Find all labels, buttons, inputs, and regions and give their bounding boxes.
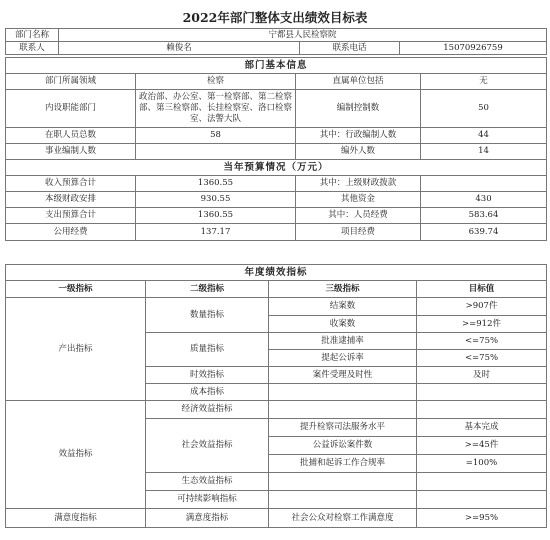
sustain-l3: [269, 491, 417, 509]
field-value: 检察: [136, 74, 296, 90]
table-row: [6, 298, 547, 316]
cost-l3: [269, 384, 417, 401]
income-row: [6, 176, 547, 192]
career-value: [136, 144, 296, 160]
phone-value: 15070926759: [400, 42, 547, 55]
local-label: 本级财政安排: [6, 192, 136, 208]
internal-label: 内设职能部门: [6, 90, 136, 128]
performance-table: [5, 264, 547, 528]
superior-label: 其中：上级财政拨款: [296, 176, 421, 192]
internal-row: [6, 90, 547, 128]
public-label: 公用经费: [6, 224, 136, 241]
public-value: 137.17: [136, 224, 296, 241]
personnel-label: 其中：人员经费: [296, 208, 421, 224]
public-sat-target: >=95%: [417, 509, 547, 528]
timeliness-indicator: 时效指标: [146, 367, 269, 384]
approve-target: =100%: [417, 455, 547, 473]
expense-row: [6, 208, 547, 224]
economic-indicator: 经济效益指标: [146, 401, 269, 419]
quota-value: 50: [421, 90, 547, 128]
output-indicator: 产出指标: [6, 298, 146, 401]
dept-name-row: [6, 29, 547, 42]
sustain-indicator: 可持续影响指标: [146, 491, 269, 509]
social-indicator: 社会效益指标: [146, 419, 269, 473]
settled-indicator: 结案数: [269, 298, 417, 316]
table-row: [6, 509, 547, 528]
approve-indicator: 批捕和起诉工作合规率: [269, 455, 417, 473]
basic-budget-table: [5, 57, 547, 241]
judicial-indicator: 提升检察司法服务水平: [269, 419, 417, 437]
expense-label: 支出预算合计: [6, 208, 136, 224]
satisfaction-l2: 满意度指标: [146, 509, 269, 528]
phone-label: 联系电话: [300, 42, 400, 55]
contact-row: [6, 42, 547, 55]
basic-info-section: 部门基本信息: [6, 58, 547, 74]
contact-label: 联系人: [6, 42, 59, 55]
level1-header: 一级指标: [6, 281, 146, 298]
quota-label: 编制控制数: [296, 90, 421, 128]
benefit-indicator: 效益指标: [6, 401, 146, 509]
basic-info-band: [6, 58, 547, 74]
personnel-value: 583.64: [421, 208, 547, 224]
timely-indicator: 案件受理及时性: [269, 367, 417, 384]
arrest-indicator: 批准逮捕率: [269, 333, 417, 350]
page-title: 2022年部门整体支出绩效目标表: [182, 10, 368, 25]
perf-section: 年度绩效指标: [6, 265, 547, 281]
other-label: 其他资金: [296, 192, 421, 208]
income-value: 1360.55: [136, 176, 296, 192]
staff-label: 在职人员总数: [6, 128, 136, 144]
level2-header: 二级指标: [146, 281, 269, 298]
contact-value: 赖俊名: [59, 42, 300, 55]
sustain-target: [417, 491, 547, 509]
cost-target: [417, 384, 547, 401]
quality-indicator: 质量指标: [146, 333, 269, 367]
extra-label: 编外人数: [296, 144, 421, 160]
quantity-indicator: 数量指标: [146, 298, 269, 333]
received-target: >=912件: [417, 316, 547, 333]
expense-value: 1360.55: [136, 208, 296, 224]
field-label: 部门所属领域: [6, 74, 136, 90]
target-header: 目标值: [417, 281, 547, 298]
internal-value: 政治部、办公室、第一检察部、第二检察部、第三检察部、长挂检察室、洛口检察室、法警大队: [136, 90, 296, 128]
timely-target: 及时: [417, 367, 547, 384]
economic-target: [417, 401, 547, 419]
other-value: 430: [421, 192, 547, 208]
level3-header: 三级指标: [269, 281, 417, 298]
table-row: [6, 401, 547, 419]
budget-section: 当年预算情况（万元）: [6, 160, 547, 176]
staff-row: [6, 128, 547, 144]
project-label: 项目经费: [296, 224, 421, 241]
dept-name-value: 宁都县人民检察院: [59, 29, 547, 42]
settled-target: >907件: [417, 298, 547, 316]
project-value: 639.74: [421, 224, 547, 241]
career-row: [6, 144, 547, 160]
local-value: 930.55: [136, 192, 296, 208]
header-table: [5, 28, 547, 55]
local-row: [6, 192, 547, 208]
staff-value: 58: [136, 128, 296, 144]
income-label: 收入预算合计: [6, 176, 136, 192]
satisfaction-indicator: 满意度指标: [6, 509, 146, 528]
received-indicator: 收案数: [269, 316, 417, 333]
dept-name-label: 部门名称: [6, 29, 59, 42]
perf-header-row: [6, 281, 547, 298]
pil-target: >=45件: [417, 437, 547, 455]
sub-units-value: 无: [421, 74, 547, 90]
admin-value: 44: [421, 128, 547, 144]
admin-label: 其中：行政编制人数: [296, 128, 421, 144]
eco-l3: [269, 473, 417, 491]
sub-units-label: 直属单位包括: [296, 74, 421, 90]
superior-value: [421, 176, 547, 192]
career-label: 事业编制人数: [6, 144, 136, 160]
prosecute-indicator: 提起公诉率: [269, 350, 417, 367]
extra-value: 14: [421, 144, 547, 160]
field-row: [6, 74, 547, 90]
public-sat-indicator: 社会公众对检察工作满意度: [269, 509, 417, 528]
budget-band: [6, 160, 547, 176]
arrest-target: <=75%: [417, 333, 547, 350]
economic-l3: [269, 401, 417, 419]
public-row: [6, 224, 547, 241]
prosecute-target: <=75%: [417, 350, 547, 367]
judicial-target: 基本完成: [417, 419, 547, 437]
eco-indicator: 生态效益指标: [146, 473, 269, 491]
pil-indicator: 公益诉讼案件数: [269, 437, 417, 455]
perf-band: [6, 265, 547, 281]
eco-target: [417, 473, 547, 491]
cost-indicator: 成本指标: [146, 384, 269, 401]
